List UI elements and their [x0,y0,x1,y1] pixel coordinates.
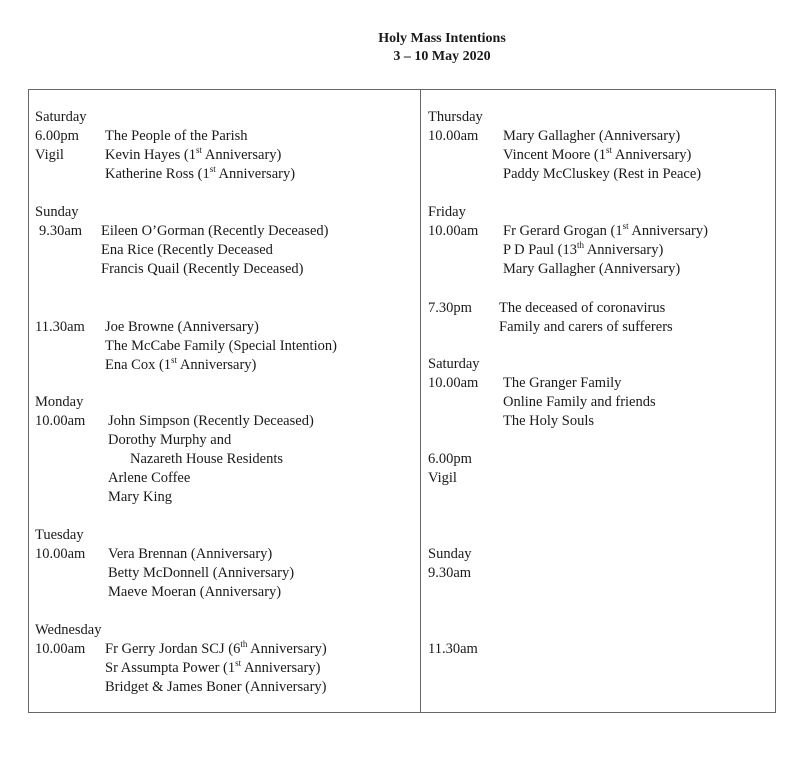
intention: The McCabe Family (Special Intention) [105,338,337,354]
mass-time: 10.00am [35,641,86,657]
intention: The People of the Parish [105,128,248,144]
intention: Betty McDonnell (Anniversary) [108,565,295,581]
intention: Vincent Moore (1st Anniversary) [503,145,692,163]
page-title: Holy Mass Intentions [378,31,506,46]
mass-time: 10.00am [35,413,86,429]
day-label: Wednesday [35,622,102,638]
mass-time: 9.30am [39,223,83,239]
day-label: Friday [428,204,466,220]
day-label: Thursday [428,109,483,125]
intention: Joe Browne (Anniversary) [105,319,259,335]
intention: Maeve Moeran (Anniversary) [108,584,282,600]
intention: Paddy McCluskey (Rest in Peace) [503,166,702,182]
day-label: Monday [35,394,84,410]
intention: Online Family and friends [503,394,656,410]
day-label: Tuesday [35,527,84,543]
intention: Francis Quail (Recently Deceased) [101,261,304,277]
column-divider [420,89,421,713]
mass-time: 10.00am [428,375,479,391]
intention: Eileen O’Gorman (Recently Deceased) [101,223,329,239]
intention: The Holy Souls [503,413,595,429]
mass-time: 6.00pm [428,451,472,467]
intention: Ena Cox (1st Anniversary) [105,355,257,373]
intention: Dorothy Murphy and [108,432,232,448]
mass-time: 7.30pm [428,300,472,316]
intention: Kevin Hayes (1st Anniversary) [105,145,282,163]
intention: The Granger Family [503,375,622,391]
mass-time: 11.30am [428,641,478,657]
mass-time: 10.00am [428,128,479,144]
intention: Ena Rice (Recently Deceased [101,242,273,258]
intention: Mary Gallagher (Anniversary) [503,261,681,277]
mass-note: Vigil [428,470,457,486]
intention: Mary Gallagher (Anniversary) [503,128,681,144]
intention: Mary King [108,489,173,505]
intention: The deceased of coronavirus [499,300,666,316]
mass-note: Vigil [35,147,64,163]
intention: Nazareth House Residents [130,451,284,467]
intention: Fr Gerard Grogan (1st Anniversary) [503,221,708,239]
intention: P D Paul (13th Anniversary) [503,240,664,258]
mass-time: 6.00pm [35,128,79,144]
mass-time: 10.00am [428,223,479,239]
mass-time: 10.00am [35,546,86,562]
day-label: Saturday [428,356,480,372]
intention: Katherine Ross (1st Anniversary) [105,164,296,182]
intention: Arlene Coffee [108,470,191,486]
mass-time: 11.30am [35,319,85,335]
intention: Fr Gerry Jordan SCJ (6th Anniversary) [105,639,327,657]
date-range: 3 – 10 May 2020 [393,49,491,64]
intention: John Simpson (Recently Deceased) [108,413,314,429]
intention: Sr Assumpta Power (1st Anniversary) [105,658,321,676]
intention: Bridget & James Boner (Anniversary) [105,679,327,695]
intention: Vera Brennan (Anniversary) [108,546,273,562]
day-label: Saturday [35,109,87,125]
intention: Family and carers of sufferers [499,319,673,335]
day-label: Sunday [428,546,472,562]
day-label: Sunday [35,204,79,220]
mass-time: 9.30am [428,565,472,581]
